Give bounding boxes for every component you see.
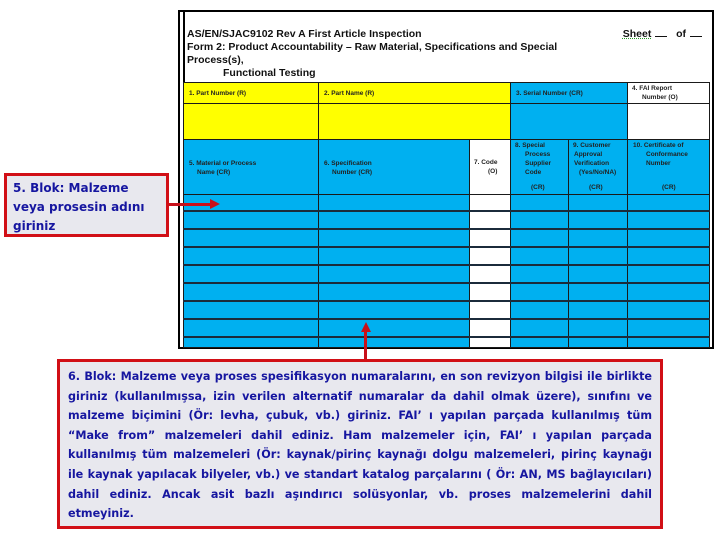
certificate-number-column[interactable] (627, 194, 710, 348)
row-divider (183, 336, 710, 338)
form-title-line2: Form 2: Product Accountability – Raw Material, Specifications and Special Process(s), (187, 41, 558, 66)
header-fai-report-number: 4. FAI Report Number (O) (627, 82, 710, 104)
row-divider (183, 318, 710, 320)
form-title-line1: AS/EN/SJAC9102 Rev A First Article Inspection (187, 28, 422, 40)
of-label: of (676, 28, 686, 40)
header-specification-number: 6. Specification Number (CR) (318, 139, 470, 195)
header-serial-number: 3. Serial Number (CR) (510, 82, 628, 104)
row-divider (183, 210, 710, 212)
header-customer-approval-verification: 9. Customer Approval Verification (Yes/No/NA) (CR) (568, 139, 628, 195)
header-special-process-supplier-code: 8. Special Process Supplier Code (CR) (510, 139, 569, 195)
approval-verification-column[interactable] (568, 194, 628, 348)
arrow-right-icon (169, 203, 213, 206)
code-column[interactable] (469, 194, 511, 348)
arrowhead-right-icon (210, 199, 220, 209)
arrow-up-icon (364, 330, 367, 360)
row-divider (183, 282, 710, 284)
part-name-field[interactable] (318, 103, 511, 140)
row-divider (183, 228, 710, 230)
header-part-number: 1. Part Number (R) (183, 82, 319, 104)
row-divider (183, 264, 710, 266)
form-title-line3: Functional Testing (223, 67, 316, 79)
callout-block-5-text: 5. Blok: Malzeme veya prosesin adını giriniz (13, 181, 145, 233)
part-number-field[interactable] (183, 103, 319, 140)
sheet-indicator (623, 28, 702, 40)
header-material-process-name: 5. Material or Process Name (CR) (183, 139, 319, 195)
form-title (187, 28, 587, 80)
material-name-column[interactable] (183, 194, 319, 348)
row-divider (183, 300, 710, 302)
callout-block-6 (57, 359, 663, 529)
callout-block-6-text: 6. Blok: Malzeme veya proses spesifikasyon numaralarını, en son revizyon bilgisi ile birlikte giriniz (kullanılmışsa, izin verilen alternatif numaralar da dahil olmak üzere), sınıfını ve malzeme biçimini (Ör: levha, çubuk, vb.) giriniz. FAI’ ı yapılan parçada kullanılmış tüm “Make from” malzemeleri dahil ediniz. Ham malzemeler için, FAI’ ı yapılan parçada kullanılmış tüm malzemeleri (Ör: kaynak/pirinç kaynağı dolgu malzemeleri, pirinç kaynağı ile kaynak yapılacak bilyeler, vb.) ve standart katalog parçalarını ( Ör: AN, MS bağlayıcıları) dahil ediniz. Ancak asit bazlı aşındırıcı solüsyonlar, vb. proses malzemelerini dahil etmeyiniz. (68, 370, 652, 521)
sheet-number-field[interactable] (655, 36, 667, 37)
sheet-label: Sheet (622, 28, 652, 40)
serial-number-field[interactable] (510, 103, 628, 140)
callout-block-5 (4, 173, 169, 237)
specification-number-column[interactable] (318, 194, 470, 348)
supplier-code-column[interactable] (510, 194, 569, 348)
fai-report-number-field[interactable] (627, 103, 710, 140)
header-certificate-of-conformance: 10. Certificate of Conformance Number (CR) (627, 139, 710, 195)
row-divider (183, 246, 710, 248)
sheet-total-field[interactable] (690, 36, 702, 37)
arrowhead-up-icon (361, 322, 371, 332)
accountability-table (183, 82, 710, 348)
header-part-name: 2. Part Name (R) (318, 82, 511, 104)
header-code: 7. Code (O) (469, 139, 511, 195)
